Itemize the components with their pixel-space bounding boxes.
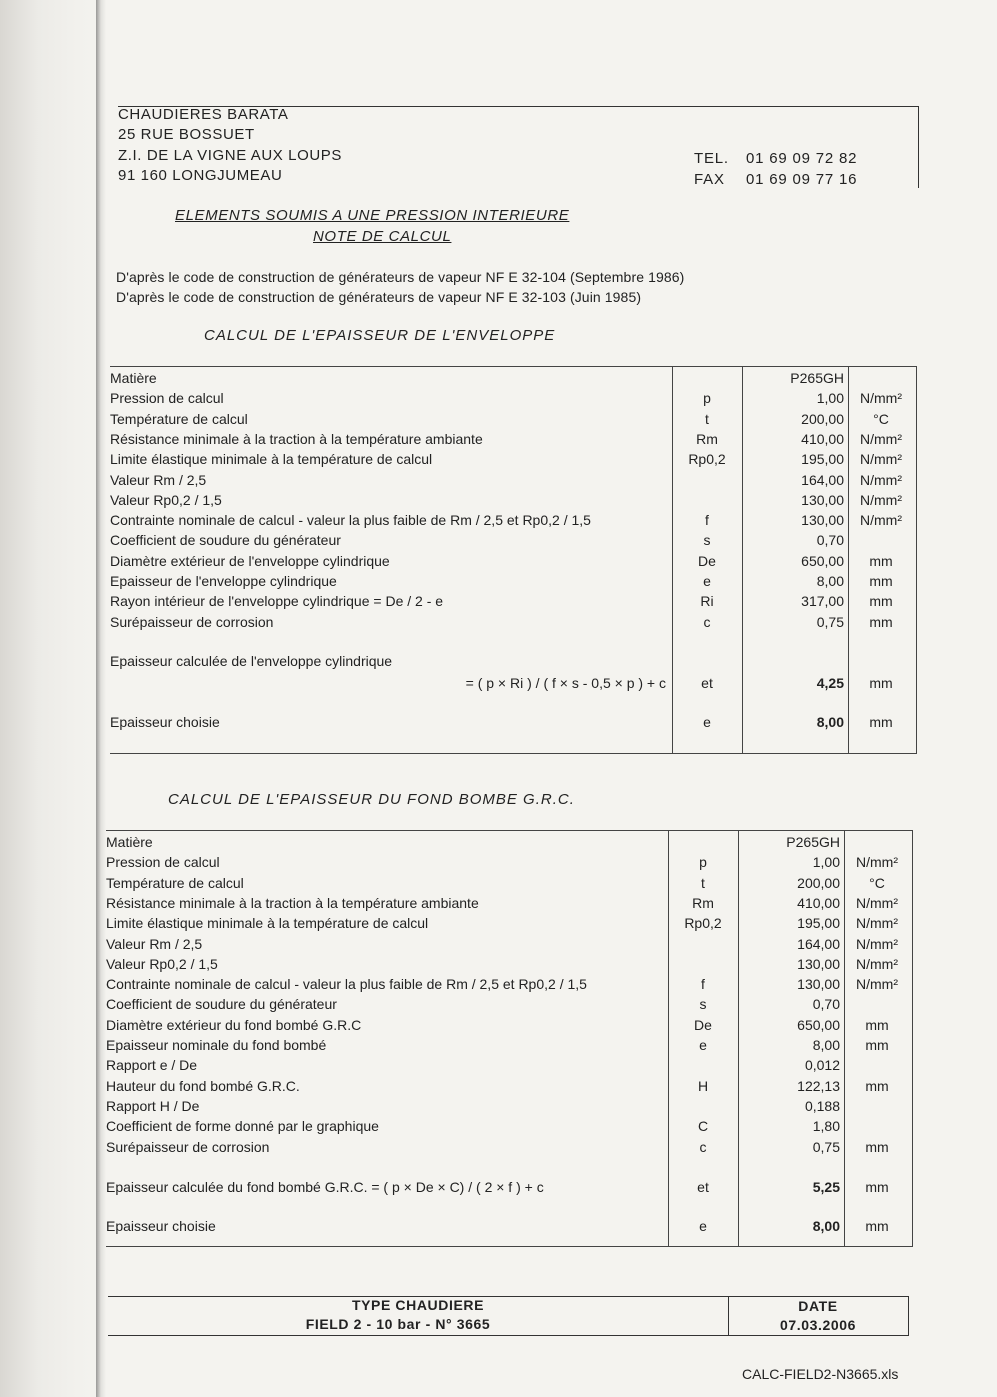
row-unit: N/mm² <box>856 854 898 871</box>
head-section-title: CALCUL DE L'EPAISSEUR DU FOND BOMBE G.R.C. <box>168 791 575 808</box>
fax-value: 01 69 09 77 16 <box>746 171 858 188</box>
row-unit: mm <box>869 552 893 569</box>
row-value: 0,70 <box>816 532 844 549</box>
head-chosen-unit: mm <box>865 1218 889 1234</box>
row-symbol: e <box>699 1037 707 1053</box>
row-label: Température de calcul <box>106 874 244 891</box>
row-value: 0,75 <box>816 613 844 630</box>
envelope-chosen-row <box>110 712 916 732</box>
row-unit: N/mm² <box>860 451 902 468</box>
boiler-type-value: FIELD 2 - 10 bar - N° 3665 <box>305 1316 491 1332</box>
row-label: Contrainte nominale de calcul - valeur la plus faible de Rm / 2,5 et Rp0,2 / 1,5 <box>106 976 587 993</box>
boiler-type-label: TYPE CHAUDIERE <box>351 1297 485 1313</box>
row-unit: mm <box>869 573 893 589</box>
head-calc-value: 5,25 <box>812 1179 840 1195</box>
envelope-calc-symbol: et <box>701 675 713 691</box>
row-label: Surépaisseur de corrosion <box>106 1138 270 1155</box>
envelope-chosen-value: 8,00 <box>816 714 844 730</box>
head-calc-unit: mm <box>865 1179 889 1195</box>
row-symbol: f <box>705 512 709 529</box>
table-row <box>106 1035 912 1055</box>
table-row <box>110 409 916 429</box>
envelope-chosen-symbol: e <box>703 714 711 730</box>
row-unit: N/mm² <box>860 512 902 529</box>
table-row <box>106 1116 912 1136</box>
reference-line-1: D'après le code de construction de générateurs de vapeur NF E 32-104 (Septembre 1986) <box>116 269 685 285</box>
envelope-calc-formula: = ( p × Ri ) / ( f × s - 0,5 × p ) + c <box>465 675 666 691</box>
head-table <box>106 830 913 1247</box>
head-calc-symbol: et <box>697 1179 709 1195</box>
row-label: Coefficient de forme donné par le graphique <box>106 1118 379 1135</box>
row-value: 164,00 <box>801 471 844 488</box>
file-name: CALC-FIELD2-N3665.xls <box>742 1366 899 1382</box>
company-zone: Z.I. DE LA VIGNE AUX LOUPS <box>118 147 343 164</box>
table-row <box>110 470 916 490</box>
row-label: Résistance minimale à la traction à la température ambiante <box>106 894 479 911</box>
table-row <box>110 429 916 449</box>
row-symbol: s <box>699 996 707 1013</box>
row-unit: mm <box>865 1077 889 1094</box>
row-unit: mm <box>865 1016 889 1033</box>
row-label: Coefficient de soudure du générateur <box>110 532 341 549</box>
envelope-table <box>110 366 917 754</box>
document-title: ELEMENTS SOUMIS A UNE PRESSION INTERIEURE <box>175 207 570 224</box>
row-unit: N/mm² <box>856 976 898 993</box>
row-label: Matière <box>106 834 153 850</box>
row-value: 1,80 <box>812 1118 840 1135</box>
table-row <box>106 893 912 913</box>
envelope-calc-unit: mm <box>869 675 893 691</box>
row-value: 195,00 <box>797 915 840 932</box>
table-row <box>110 388 916 408</box>
row-label: Diamètre extérieur de l'enveloppe cylindrique <box>110 552 390 569</box>
row-unit: N/mm² <box>860 430 902 447</box>
row-value: 195,00 <box>801 451 844 468</box>
row-symbol: Rp0,2 <box>688 451 726 468</box>
envelope-chosen-label: Epaisseur choisie <box>110 714 220 730</box>
row-symbol: De <box>694 1016 712 1033</box>
head-calc-label: Epaisseur calculée du fond bombé G.R.C. = ( p × De × C) / ( 2 × f ) + c <box>106 1179 544 1195</box>
head-chosen-value: 8,00 <box>812 1218 840 1234</box>
row-value: 317,00 <box>801 593 844 610</box>
row-label: Valeur Rm / 2,5 <box>106 935 203 952</box>
row-symbol: Ri <box>700 593 714 610</box>
row-value: 410,00 <box>797 894 840 911</box>
table-row <box>106 1137 912 1157</box>
row-label: Résistance minimale à la traction à la température ambiante <box>110 430 483 447</box>
row-label: Diamètre extérieur du fond bombé G.R.C <box>106 1016 362 1033</box>
row-value: 650,00 <box>797 1016 840 1033</box>
row-value: 130,00 <box>801 491 844 508</box>
table-row <box>106 1055 912 1075</box>
row-label: Limite élastique minimale à la température de calcul <box>106 915 429 932</box>
row-label: Pression de calcul <box>110 390 224 407</box>
row-value: P265GH <box>786 834 840 850</box>
head-chosen-label: Epaisseur choisie <box>106 1218 216 1234</box>
row-symbol: H <box>697 1077 709 1094</box>
row-symbol: Rp0,2 <box>684 915 722 932</box>
row-symbol: p <box>703 390 711 407</box>
header-right-rule <box>918 106 919 188</box>
table-row <box>106 1096 912 1116</box>
row-unit: N/mm² <box>860 491 902 508</box>
row-label: Contrainte nominale de calcul - valeur la plus faible de Rm / 2,5 et Rp0,2 / 1,5 <box>110 512 591 529</box>
row-symbol: t <box>705 410 709 427</box>
head-chosen-row <box>106 1216 912 1236</box>
row-value: 0,70 <box>812 996 840 1013</box>
row-symbol: p <box>699 854 707 871</box>
row-symbol: Rm <box>692 894 714 911</box>
row-label: Hauteur du fond bombé G.R.C. <box>106 1077 300 1094</box>
tel-label: TEL. <box>694 150 729 167</box>
envelope-calc-value: 4,25 <box>816 675 844 691</box>
table-row <box>110 591 916 611</box>
row-label: Rapport e / De <box>106 1057 198 1074</box>
head-calc-row <box>106 1177 912 1197</box>
row-label: Valeur Rp0,2 / 1,5 <box>110 491 222 508</box>
row-label: Rapport H / De <box>106 1097 200 1114</box>
table-row <box>106 974 912 994</box>
table-row <box>110 490 916 510</box>
row-value: 164,00 <box>797 935 840 952</box>
row-symbol: c <box>699 1138 707 1155</box>
company-city: 91 160 LONGJUMEAU <box>118 167 283 184</box>
row-unit: N/mm² <box>860 390 902 407</box>
row-value: 200,00 <box>801 410 844 427</box>
row-label: Limite élastique minimale à la température de calcul <box>110 451 433 468</box>
row-label: Epaisseur nominale du fond bombé <box>106 1037 327 1053</box>
table-row <box>110 449 916 469</box>
row-label: Coefficient de soudure du générateur <box>106 996 337 1013</box>
row-label: Rayon intérieur de l'enveloppe cylindrique = De / 2 - e <box>110 593 444 610</box>
page-binding-shadow <box>0 0 110 1397</box>
row-unit: mm <box>865 1138 889 1155</box>
row-label: Valeur Rm / 2,5 <box>110 471 207 488</box>
row-value: 130,00 <box>801 512 844 529</box>
row-label: Température de calcul <box>110 410 248 427</box>
table-row <box>106 913 912 933</box>
row-label: Epaisseur de l'enveloppe cylindrique <box>110 573 337 589</box>
row-label: Matière <box>110 370 157 386</box>
row-symbol: c <box>703 613 711 630</box>
row-value: 650,00 <box>801 552 844 569</box>
table-row <box>110 510 916 530</box>
row-label: Valeur Rp0,2 / 1,5 <box>106 955 218 972</box>
row-label: Surépaisseur de corrosion <box>110 613 274 630</box>
date-label: DATE <box>798 1298 838 1314</box>
row-value: 200,00 <box>797 874 840 891</box>
row-unit: N/mm² <box>856 935 898 952</box>
row-unit: °C <box>873 410 889 427</box>
head-chosen-symbol: e <box>699 1218 707 1234</box>
row-value: 0,012 <box>804 1057 840 1074</box>
footer-box <box>108 1296 909 1336</box>
row-unit: N/mm² <box>856 894 898 911</box>
row-value: 130,00 <box>797 955 840 972</box>
company-name: CHAUDIERES BARATA <box>118 106 289 123</box>
row-unit: °C <box>869 874 885 891</box>
company-street: 25 RUE BOSSUET <box>118 126 255 143</box>
table-row <box>110 551 916 571</box>
table-row <box>106 1015 912 1035</box>
row-symbol: t <box>701 874 705 891</box>
row-label: Pression de calcul <box>106 854 220 871</box>
row-symbol: e <box>703 573 711 589</box>
reference-line-2: D'après le code de construction de générateurs de vapeur NF E 32-103 (Juin 1985) <box>116 289 642 305</box>
table-row <box>110 612 916 632</box>
table-row <box>110 530 916 550</box>
row-symbol: C <box>697 1118 709 1135</box>
table-row <box>106 873 912 893</box>
row-unit: N/mm² <box>856 915 898 932</box>
envelope-chosen-unit: mm <box>869 714 893 730</box>
document-subtitle: NOTE DE CALCUL <box>313 228 452 245</box>
row-value: 410,00 <box>801 430 844 447</box>
row-value: 0,75 <box>812 1138 840 1155</box>
date-value: 07.03.2006 <box>779 1317 857 1333</box>
row-value: 8,00 <box>816 573 844 589</box>
row-unit: mm <box>869 593 893 610</box>
row-symbol: Rm <box>696 430 718 447</box>
row-symbol: De <box>698 552 716 569</box>
table-row <box>106 832 912 852</box>
row-symbol: f <box>701 976 705 993</box>
table-row <box>106 1076 912 1096</box>
row-value: 0,188 <box>804 1097 840 1114</box>
row-value: 130,00 <box>797 976 840 993</box>
envelope-calc-label: Epaisseur calculée de l'enveloppe cylindrique <box>110 653 393 669</box>
row-value: 1,00 <box>812 854 840 871</box>
envelope-calc-row <box>110 673 916 693</box>
row-unit: N/mm² <box>856 955 898 972</box>
row-value: 122,13 <box>797 1077 840 1094</box>
row-symbol: s <box>703 532 711 549</box>
envelope-section-title: CALCUL DE L'EPAISSEUR DE L'ENVELOPPE <box>204 327 556 344</box>
table-row <box>106 852 912 872</box>
table-row <box>106 994 912 1014</box>
table-row <box>110 368 916 388</box>
row-value: P265GH <box>790 370 844 386</box>
envelope-calc-label-row <box>110 651 916 671</box>
row-value: 8,00 <box>812 1037 840 1053</box>
row-value: 1,00 <box>816 390 844 407</box>
row-unit: mm <box>869 613 893 630</box>
row-unit: N/mm² <box>860 471 902 488</box>
table-row <box>106 954 912 974</box>
table-row <box>110 571 916 591</box>
tel-value: 01 69 09 72 82 <box>746 150 858 167</box>
fax-label: FAX <box>694 171 725 188</box>
row-unit: mm <box>865 1037 889 1053</box>
table-row <box>106 934 912 954</box>
